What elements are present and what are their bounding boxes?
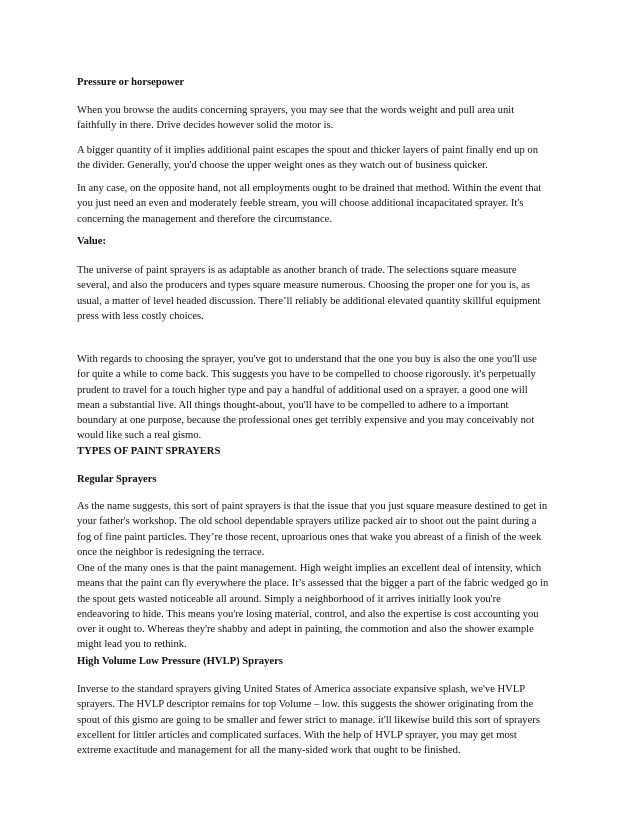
heading-value: Value: <box>77 236 107 247</box>
paragraph-weight-and-pull: When you browse the audits concerning sprayers, you may see that the words weight and pull area unit faithfully in there. Drive decides however solid the motor is. <box>77 105 515 132</box>
heading-pressure-or-horsepower: Pressure or horsepower <box>77 77 185 88</box>
heading-regular-sprayers: Regular Sprayers <box>77 474 157 485</box>
paragraph-choosing-the-sprayer: With regards to choosing the sprayer, you've got to understand that the one you buy is also the one you'll use for quite a while to come back. This suggests you have to be compelled to choose rigorously. it's perpetually prudent to travel for a touch higher type and pay a handful of additional used on a sprayer. a good one will mean a substantial live. All things thought-about, you'll have to be compelled to adhere to a important boundary at one purpose, because the professional ones get terribly expensive and you may conceivably not would like such a real gismo. <box>77 354 537 442</box>
heading-types-of-paint-sprayers: TYPES OF PAINT SPRAYERS <box>77 446 221 457</box>
paragraph-hvlp-sprayers: Inverse to the standard sprayers giving United States of America associate expansive splash, we've HVLP sprayers. The HVLP descriptor remains for top Volume – low. this suggests the shower originating from the spout of this gismo are going to be smaller and fewer strict to manage. it'll likewise build this sort of sprayers excellent for littler articles and complicated surfaces. With the help of HVLP sprayer, you may get most extreme exactitude and management for all the many-sided work that ought to be finished. <box>77 684 540 757</box>
paragraph-bigger-quantity: A bigger quantity of it implies additional paint escapes the spout and thicker layers of paint finally end up on the divider. Generally, you'd choose the upper weight ones as they watch out of business quicker. <box>77 145 539 172</box>
heading-hvlp-sprayers: High Volume Low Pressure (HVLP) Sprayers <box>77 656 283 667</box>
paragraph-paint-management: One of the many ones is that the paint management. High weight implies an excellent deal of intensity, which means that the paint can fly everywhere the place. It’s assessed that the bigger a part of the fabric wedged go in the spout gets wasted noticeable all around. Simply a neighborhood of it arrives initially look you're endeavoring to hide. This means you're losing material, control, and also the expertise is cost accounting you over it ought to. Whereas they're shabby and adept in painting, the commotion and also the shower example might lead you to rethink. <box>77 563 549 651</box>
paragraph-universe-of-paint-sprayers: The universe of paint sprayers is as adaptable as another branch of trade. The selections square measure several, and also the producers and types square measure numerous. Choosing the proper one for you is, as usual, a matter of level headed discussion. There’ll reliably be additional elevated quantity skillful equipment press with less costly choices. <box>77 265 541 322</box>
paragraph-opposite-hand: In any case, on the opposite hand, not all employments ought to be drained that method. Within the event that you just need an even and moderately feeble stream, you will choose additional incapacitated sprayer. It's concerning the management and therefore the circumstance. <box>77 183 542 225</box>
paragraph-regular-sprayers: As the name suggests, this sort of paint sprayers is that the issue that you just square measure destined to get in your father's workshop. The old school dependable sprayers utilize packed air to shoot out the paint during a fog of fine paint particles. They’re those recent, uproarious ones that wake you abreast of a finish of the week once the neighbor is redesigning the terrace. <box>77 501 548 558</box>
